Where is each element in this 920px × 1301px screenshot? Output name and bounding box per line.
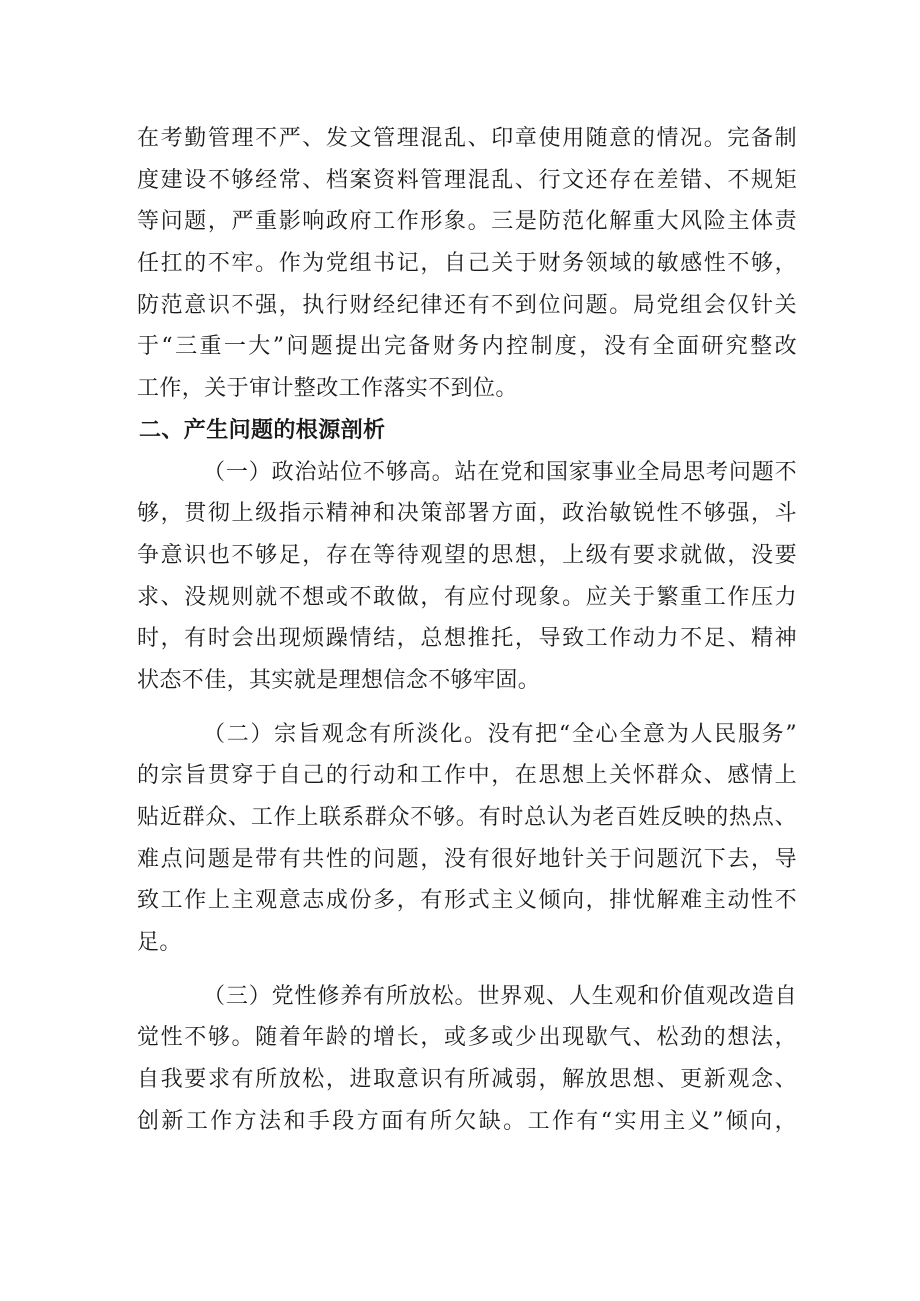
- text-line: 够，贯彻上级指示精神和决策部署方面，政治敏锐性不够强，斗: [137, 501, 797, 527]
- text-line: 的宗旨贯穿于自己的行动和工作中，在思想上关怀群众、感情上: [137, 763, 797, 789]
- section-heading: 二、产生问题的根源剖析: [139, 417, 386, 443]
- text-line: 难点问题是带有共性的问题，没有很好地针关于问题沉下去，导: [137, 846, 797, 872]
- text-line: 状态不佳，其实就是理想信念不够牢固。: [137, 667, 541, 693]
- text-line: （二）宗旨观念有所淡化。没有把“全心全意为人民服务”: [203, 721, 797, 747]
- text-line: 防范意识不强，执行财经纪律还有不到位问题。局党组会仅针关: [137, 292, 797, 318]
- text-line: 时，有时会出现烦躁情结，总想推托，导致工作动力不足、精神: [137, 626, 797, 652]
- text-line: （三）党性修养有所放松。世界观、人生观和价值观改造自: [203, 983, 797, 1009]
- paragraph-continued: [137, 118, 797, 410]
- paragraph-gap: [137, 702, 797, 714]
- text-line: 等问题，严重影响政府工作形象。三是防范化解重大风险主体责: [137, 209, 797, 235]
- text-line: 求、没规则就不想或不敢做，有应付现象。应关于繁重工作压力: [137, 584, 797, 610]
- text-line: 任扛的不牢。作为党组书记，自己关于财务领域的敏感性不够，: [137, 251, 797, 277]
- text-line: （一）政治站位不够高。站在党和国家事业全局思考问题不: [203, 459, 797, 485]
- text-line: 自我要求有所放松，进取意识有所减弱，解放思想、更新观念、: [137, 1067, 797, 1093]
- paragraph-purpose-concept: [137, 714, 797, 964]
- text-line: 贴近群众、工作上联系群众不够。有时总认为老百姓反映的热点、: [137, 805, 797, 830]
- paragraph-party-spirit: [137, 976, 797, 1143]
- text-line: 在考勤管理不严、发文管理混乱、印章使用随意的情况。完备制: [137, 126, 797, 151]
- text-line: 争意识也不够足，存在等待观望的思想，上级有要求就做，没要: [137, 542, 797, 568]
- text-line: 足。: [137, 930, 182, 956]
- text-line: 度建设不够经常、档案资料管理混乱、行文还存在差错、不规矩: [137, 167, 797, 193]
- text-line: 创新工作方法和手段方面有所欠缺。工作有“实用主义”倾向，: [137, 1108, 797, 1134]
- document-body: [137, 118, 797, 1143]
- text-line: 工作，关于审计整改工作落实不到位。: [137, 376, 518, 402]
- text-line: 致工作上主观意志成份多，有形式主义倾向，排忧解难主动性不: [137, 888, 797, 914]
- text-line: 于“三重一大”问题提出完备财务内控制度，没有全面研究整改: [137, 334, 797, 360]
- paragraph-gap: [137, 964, 797, 976]
- text-line: 觉性不够。随着年龄的增长，或多或少出现歇气、松劲的想法，: [137, 1025, 797, 1051]
- paragraph-political-stance: [137, 452, 797, 702]
